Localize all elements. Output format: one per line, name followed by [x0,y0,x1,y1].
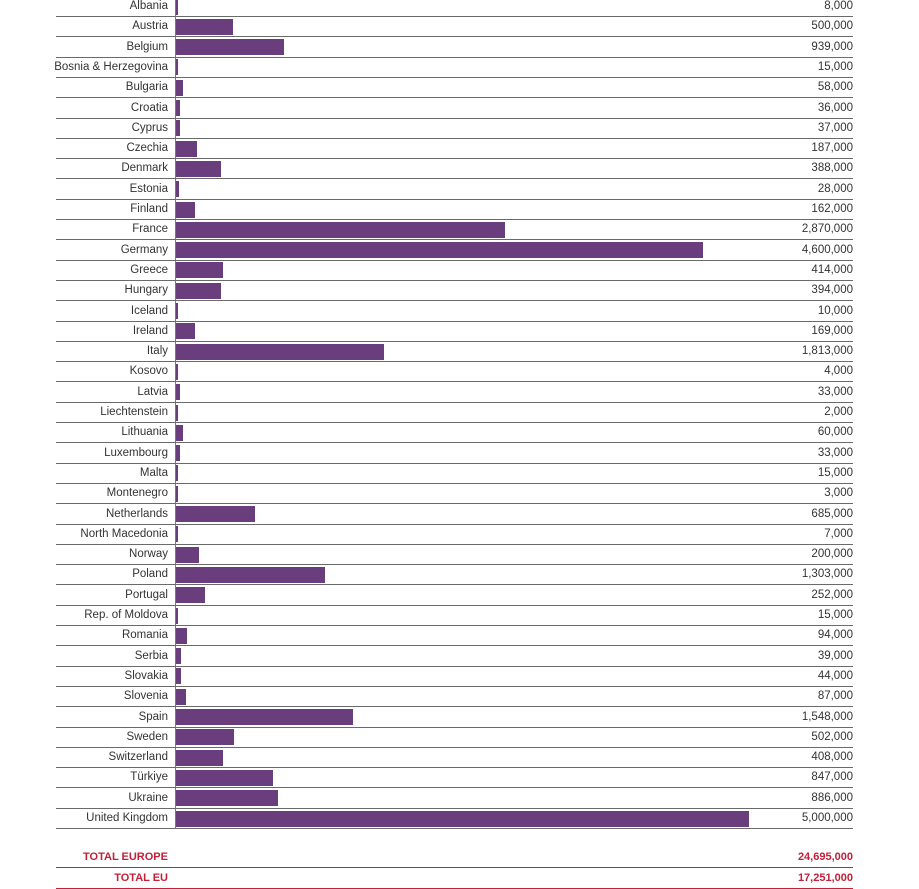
value-label: 1,813,000 [801,345,853,358]
bar [176,628,187,644]
bar [176,526,178,542]
bar [176,39,284,55]
value-label: 60,000 [817,426,853,439]
category-label: Malta [139,466,168,479]
value-label: 4,000 [824,365,853,378]
category-label: Estonia [129,182,168,195]
total-row [56,848,853,868]
value-label: 5,000,000 [801,812,853,824]
category-label: Bulgaria [125,81,168,94]
value-label: 7,000 [824,527,853,540]
category-label: Liechtenstein [100,406,168,418]
bar [176,445,180,461]
total-row [56,869,853,889]
value-label: 15,000 [817,466,853,479]
category-label: Romania [121,629,168,642]
category-label: Norway [129,548,168,561]
category-label: Finland [130,203,168,215]
bar [176,283,221,299]
bar [176,242,703,258]
value-label: 37,000 [817,121,853,134]
category-label: Iceland [130,304,168,317]
category-label: Belgium [126,40,168,53]
bar [176,729,234,745]
category-label: Cyprus [131,121,168,134]
category-label: Albania [129,0,168,12]
category-label: Netherlands [105,507,168,520]
value-label: 1,303,000 [801,568,853,581]
value-label: 33,000 [817,446,853,459]
category-label: Montenegro [106,487,168,500]
value-label: 500,000 [811,20,853,33]
bar [176,405,178,421]
bar [176,181,179,197]
category-label: Denmark [121,162,168,175]
value-label: 200,000 [811,548,853,561]
category-label: Türkiye [130,771,168,784]
bar [176,506,255,522]
bar [176,202,195,218]
bar [176,0,178,15]
total-label: TOTAL EU [114,871,168,884]
category-label: United Kingdom [86,812,168,824]
bar [176,141,197,157]
value-label: 2,870,000 [801,223,853,236]
category-label: Sweden [126,730,168,743]
value-label: 33,000 [817,385,853,398]
bar [176,709,353,725]
value-label: 414,000 [811,263,853,276]
category-label: Hungary [124,284,168,297]
value-label: 1,548,000 [801,710,853,723]
bar [176,425,183,441]
total-value: 24,695,000 [797,851,853,864]
category-label: Austria [132,20,168,33]
bar [176,567,325,583]
bar [176,303,178,319]
value-label: 10,000 [817,304,853,317]
bar [176,689,186,705]
bar [176,100,180,116]
bar [176,668,181,684]
category-label: Greece [130,263,168,276]
bar [176,750,223,766]
value-label: 36,000 [817,101,853,114]
bar [176,19,233,35]
bar [176,648,181,664]
category-label: Bosnia & Herzegovina [54,60,168,73]
value-label: 685,000 [811,507,853,520]
value-label: 8,000 [824,0,853,12]
value-label: 162,000 [811,203,853,215]
value-label: 939,000 [811,40,853,53]
value-label: 58,000 [817,81,853,94]
bar [176,587,205,603]
bar [176,465,178,481]
bar [176,811,749,827]
bar [176,323,195,339]
category-label: Germany [120,243,168,256]
value-label: 394,000 [811,284,853,297]
category-label: Spain [138,710,168,723]
bar [176,120,180,136]
bar [176,59,178,75]
category-label: Croatia [130,101,168,114]
category-label: Switzerland [108,751,168,764]
category-label: Poland [132,568,168,581]
total-value: 17,251,000 [797,871,853,884]
bar [176,770,273,786]
value-label: 15,000 [817,60,853,73]
value-label: 408,000 [811,751,853,764]
bar [176,547,199,563]
category-label: Kosovo [129,365,168,378]
category-label: Slovakia [124,669,168,682]
category-label: Rep. of Moldova [84,609,168,621]
bar [176,790,278,806]
category-label: Luxembourg [104,446,168,459]
value-label: 4,600,000 [801,243,853,256]
value-label: 2,000 [824,406,853,418]
value-label: 3,000 [824,487,853,500]
value-label: 15,000 [817,609,853,621]
value-label: 502,000 [811,730,853,743]
category-label: Serbia [134,649,168,662]
category-label: Lithuania [121,426,168,439]
category-label: Czechia [126,142,168,155]
category-label: Latvia [137,385,168,398]
bar [176,486,178,502]
bar [176,161,221,177]
bar [176,384,180,400]
value-label: 388,000 [811,162,853,175]
value-label: 187,000 [811,142,853,155]
value-label: 87,000 [817,690,853,703]
category-label: Ukraine [128,791,168,804]
value-label: 44,000 [817,669,853,682]
category-label: Italy [146,345,168,358]
value-label: 28,000 [817,182,853,195]
bar [176,222,505,238]
category-label: Ireland [132,324,168,337]
category-label: North Macedonia [80,527,168,540]
value-label: 886,000 [811,791,853,804]
bar [176,344,384,360]
category-label: Slovenia [123,690,168,703]
bar [176,608,178,624]
bar [176,364,178,380]
total-label: TOTAL EUROPE [83,851,168,864]
value-label: 252,000 [811,588,853,601]
value-label: 94,000 [817,629,853,642]
category-label: France [132,223,168,236]
value-label: 39,000 [817,649,853,662]
value-label: 847,000 [811,771,853,784]
bar [176,80,183,96]
bar [176,262,223,278]
value-label: 169,000 [811,324,853,337]
category-label: Portugal [125,588,168,601]
